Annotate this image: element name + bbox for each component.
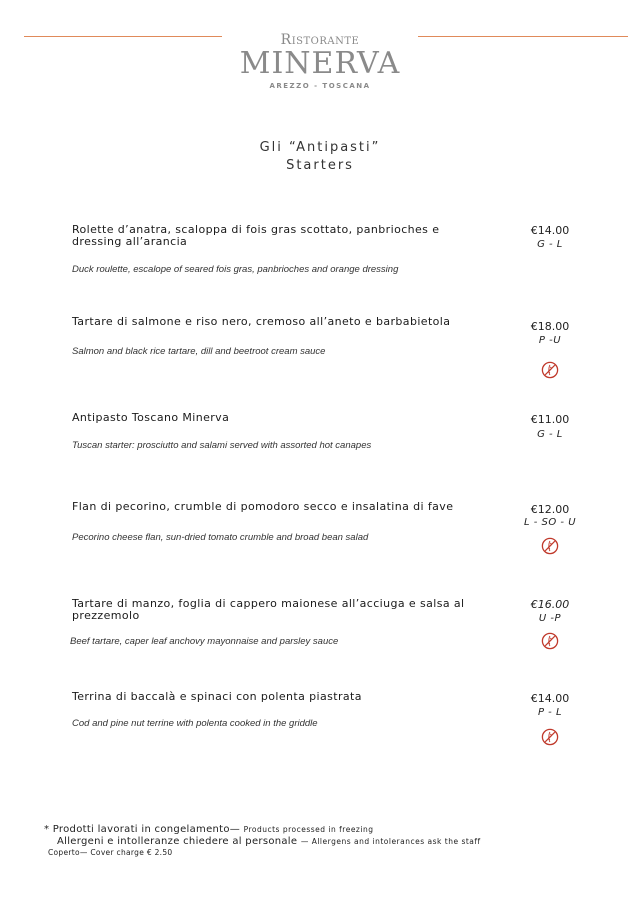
item-description: Duck roulette, escalope of seared fois gras, panbrioches and orange dressing [72, 264, 399, 275]
item-name: Flan di pecorino, crumble di pomodoro secco e insalatina di fave [72, 500, 454, 513]
header-rule-right [418, 36, 628, 37]
gluten-free-icon [541, 361, 559, 379]
item-description: Tuscan starter: prosciutto and salami served with assorted hot canapes [72, 440, 372, 451]
item-allergens: G - L [537, 239, 563, 250]
item-allergens: U -P [538, 613, 562, 624]
footer-allergens-en: — Allergens and intolerances ask the staff [300, 837, 481, 846]
header-rule-left [24, 36, 222, 37]
menu-footer [44, 824, 634, 858]
footer-frozen-note [44, 824, 634, 836]
footer-cover-charge: Coperto— Cover charge € 2.50 [48, 848, 173, 857]
item-allergens: P -U [538, 335, 562, 346]
item-description: Cod and pine nut terrine with polenta cooked in the griddle [72, 718, 318, 729]
item-description: Salmon and black rice tartare, dill and beetroot cream sauce [72, 346, 326, 357]
item-name: Antipasto Toscano Minerva [72, 411, 230, 424]
gluten-free-icon [541, 632, 559, 650]
item-price: €12.00 [530, 503, 570, 516]
item-price: €14.00 [530, 224, 570, 237]
item-price: €18.00 [530, 320, 570, 333]
item-allergens: L - SO - U [523, 517, 577, 528]
item-price: €16.00 [530, 598, 570, 611]
item-price: €11.00 [530, 413, 570, 426]
restaurant-logo [222, 32, 418, 91]
item-allergens: P - L [537, 707, 563, 718]
item-description: Pecorino cheese flan, sun-dried tomato crumble and broad bean salad [72, 532, 369, 543]
item-name: Rolette d’anatra, scaloppa di fois gras scottato, panbrioches e dressing all’arancia [72, 223, 440, 248]
item-price: €14.00 [530, 692, 570, 705]
logo-location: AREZZO - TOSCANA [269, 82, 371, 90]
logo-name: MINERVA [239, 46, 401, 81]
footer-allergens-note [44, 836, 634, 848]
item-name: Tartare di manzo, foglia di cappero maionese all’acciuga e salsa al prezzemolo [72, 597, 465, 622]
footer-frozen-it: * Prodotti lavorati in congelamento— [44, 824, 241, 835]
gluten-free-icon [541, 728, 559, 746]
logo-label: Ristorante [280, 32, 360, 48]
footer-frozen-en: Products processed in freezing [243, 825, 374, 834]
item-name: Terrina di baccalà e spinaci con polenta piastrata [72, 690, 362, 703]
gluten-free-icon [541, 537, 559, 555]
item-allergens: G - L [537, 429, 563, 440]
footer-allergens-it: Allergeni e intolleranze chiedere al personale [57, 836, 298, 847]
section-title-it: Gli “Antipasti” [259, 140, 381, 155]
section-title-en: Starters [286, 158, 354, 173]
item-name: Tartare di salmone e riso nero, cremoso all’aneto e barbabietola [72, 315, 451, 328]
item-description: Beef tartare, caper leaf anchovy mayonnaise and parsley sauce [70, 636, 339, 647]
